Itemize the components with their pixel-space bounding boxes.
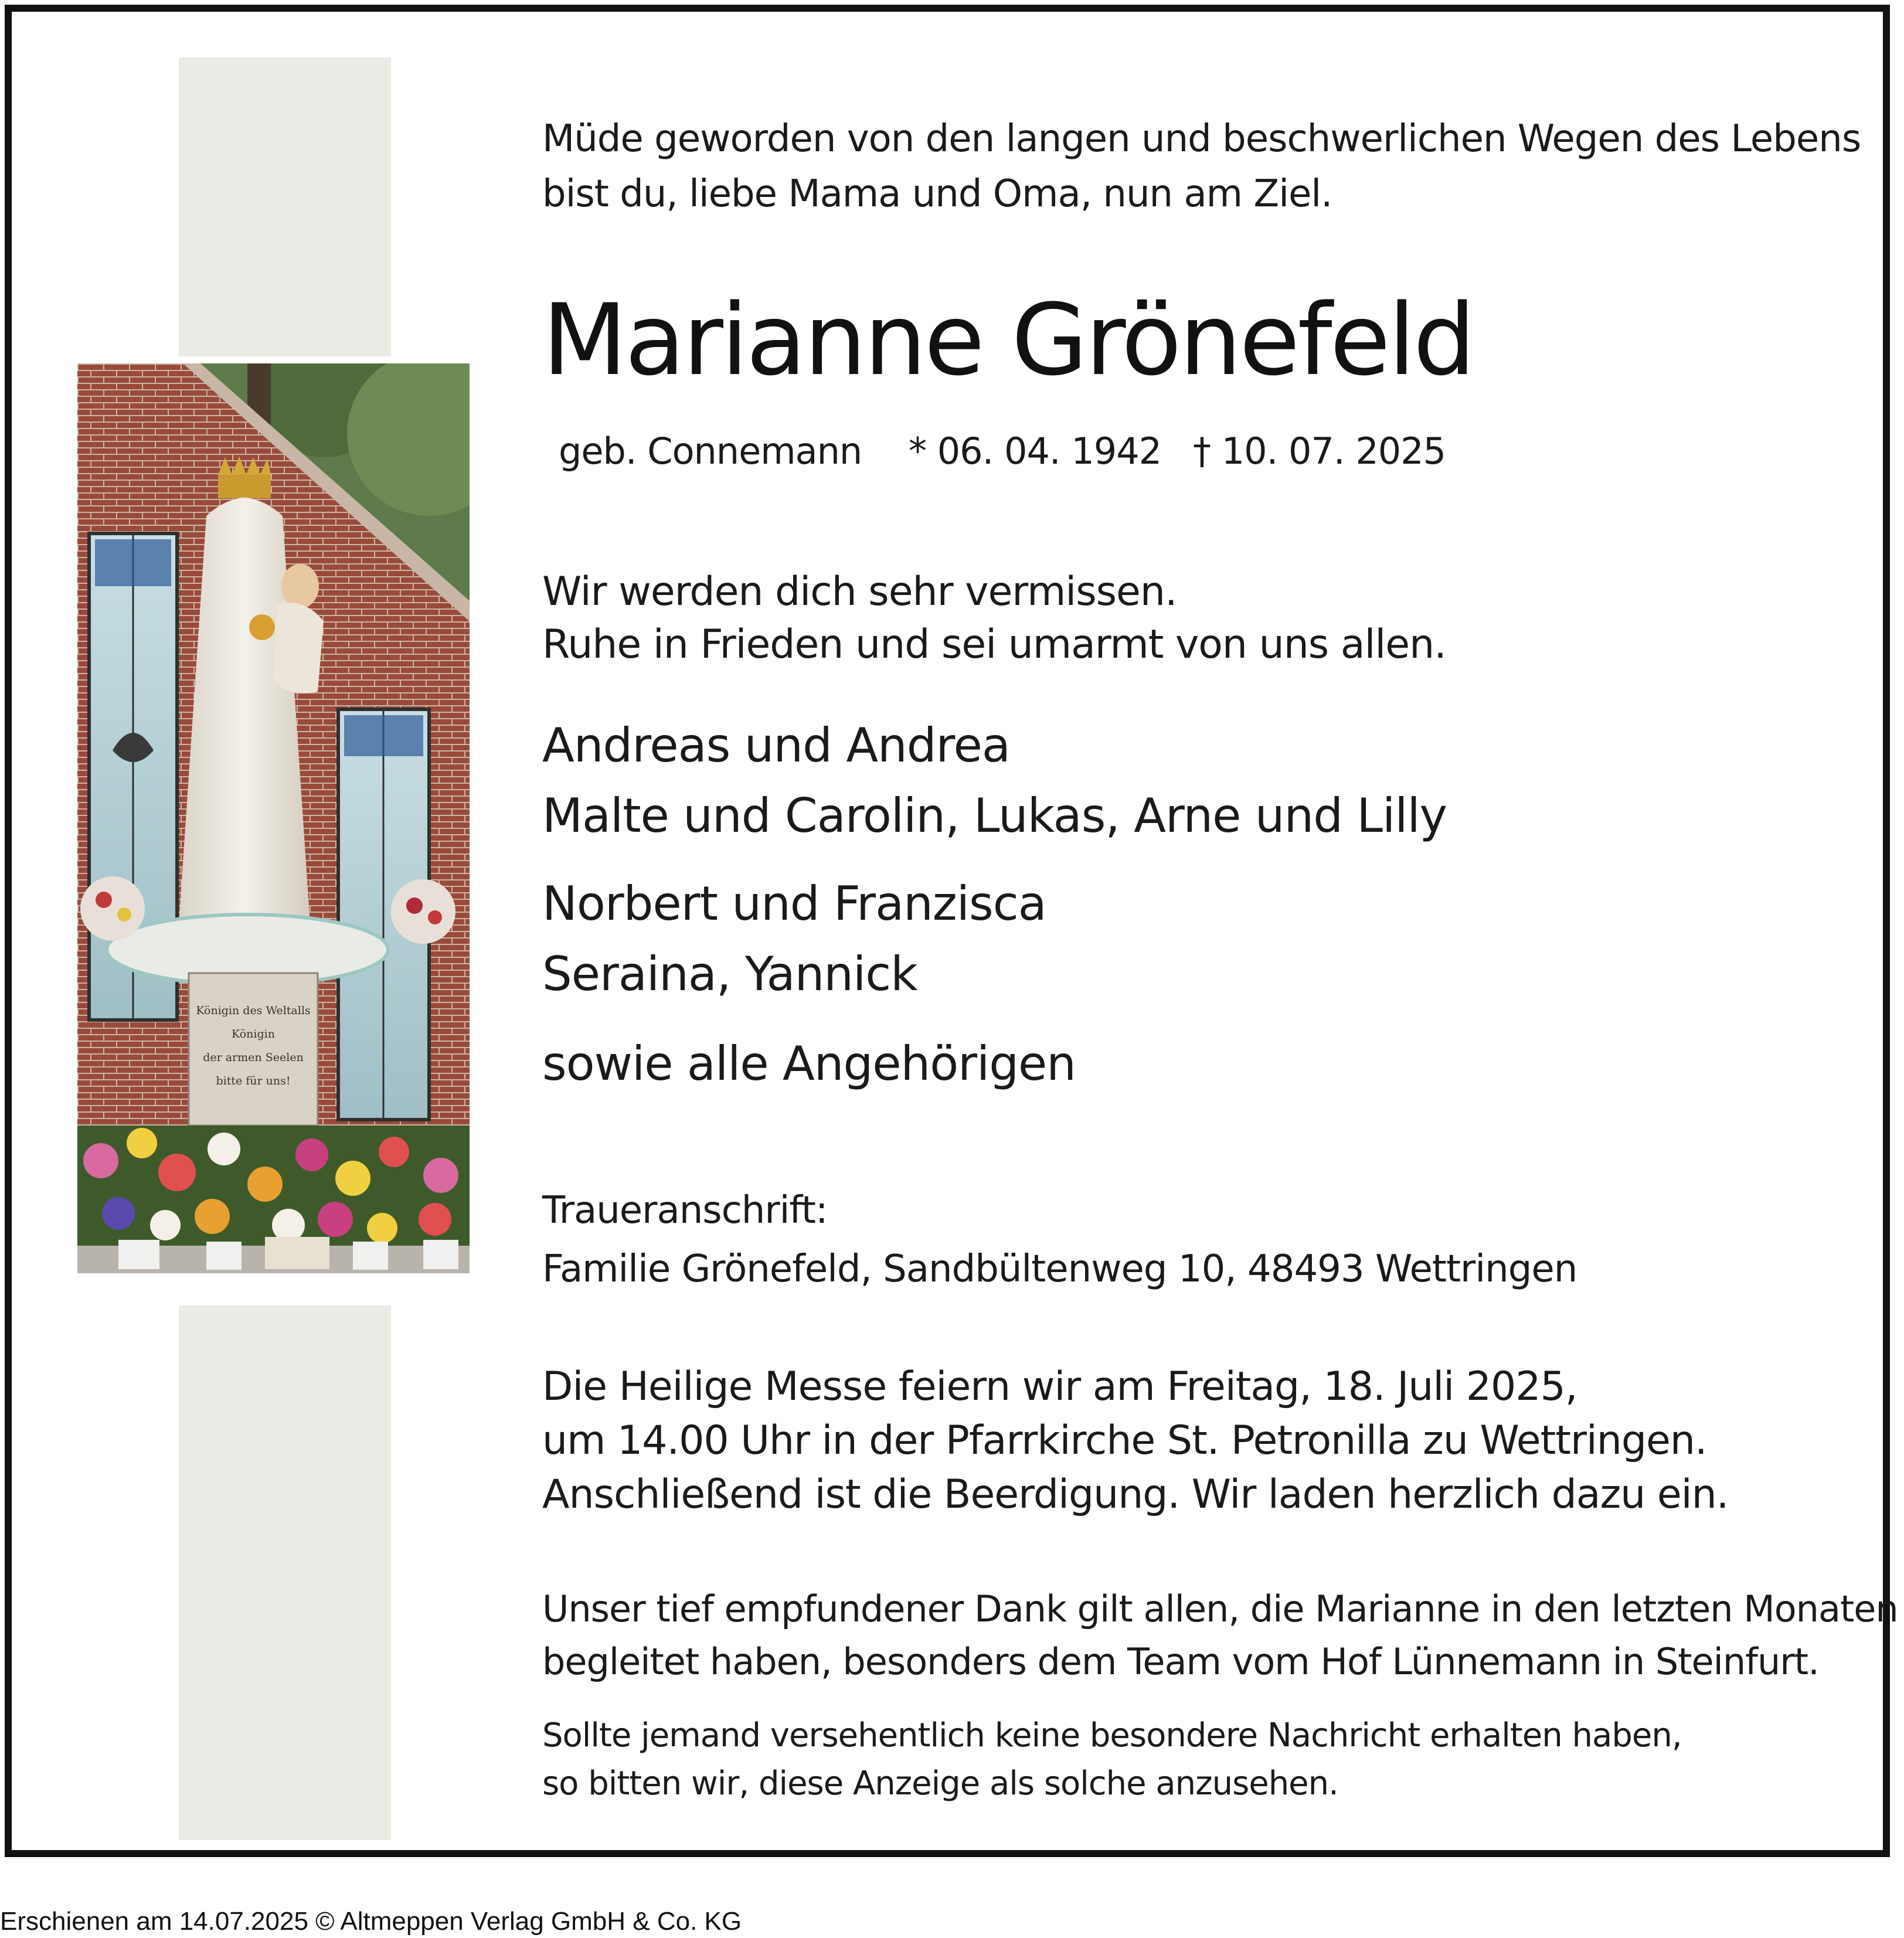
address-value: Familie Grönefeld, Sandbültenweg 10, 48493 Wettringen: [542, 1247, 1577, 1291]
deceased-name: Marianne Grönefeld: [542, 283, 1474, 397]
madonna-shrine-photo: [77, 363, 470, 1273]
note-line-1: Sollte jemand versehentlich keine besondere Nachricht erhalten haben,: [542, 1716, 1682, 1755]
intro-line-1: Müde geworden von den langen und beschwerlichen Wegen des Lebens: [542, 117, 1861, 161]
cross-lower-bar: [179, 1305, 391, 1840]
address-label: Traueranschrift:: [542, 1189, 828, 1232]
family-group-1-line-1: Andreas und Andrea: [542, 718, 1010, 773]
mass-line-2: um 14.00 Uhr in der Pfarrkirche St. Petronilla zu Wettringen.: [542, 1417, 1707, 1464]
funeral-mass-info: [542, 1360, 1728, 1522]
farewell-line-1: Wir werden dich sehr vermissen.: [542, 569, 1177, 615]
intro-line-2: bist du, liebe Mama und Oma, nun am Ziel.: [542, 172, 1332, 216]
publication-footer: Erschienen am 14.07.2025 © Altmeppen Verlag GmbH & Co. KG: [0, 1907, 742, 1936]
mass-line-3: Anschließend ist die Beerdigung. Wir laden herzlich dazu ein.: [542, 1471, 1729, 1518]
family-group-1: [542, 710, 1447, 851]
intro-verse: [542, 111, 1861, 222]
family-group-1-line-2: Malte und Carolin, Lukas, Arne und Lilly: [542, 788, 1447, 843]
family-group-2-line-2: Seraina, Yannick: [542, 947, 917, 1001]
family-group-2: [542, 869, 1046, 1009]
farewell-line-2: Ruhe in Frieden und sei umarmt von uns allen.: [542, 621, 1446, 668]
note-line-2: so bitten wir, diese Anzeige als solche anzusehen.: [542, 1764, 1338, 1803]
mass-line-1: Die Heilige Messe feiern wir am Freitag, 18. Juli 2025,: [542, 1364, 1577, 1410]
plaque-line-3: der armen Seelen: [203, 1051, 304, 1064]
plaque-line-4: bitte für uns!: [216, 1075, 291, 1087]
notice-note: [542, 1712, 1682, 1808]
plaque-line-2: Königin: [232, 1028, 275, 1041]
maiden-name: geb. Connemann: [559, 430, 862, 472]
death-date: † 10. 07. 2025: [1193, 430, 1446, 472]
plaque-line-1: Königin des Weltalls: [196, 1004, 311, 1017]
mourning-address: [542, 1181, 1577, 1298]
thanks-line-2: begleitet haben, besonders dem Team vom Hof Lünnemann in Steinfurt.: [542, 1640, 1819, 1683]
thanks-line-1: Unser tief empfundener Dank gilt allen, die Marianne in den letzten Monaten: [542, 1587, 1898, 1630]
cross-upper-bar: [179, 57, 391, 356]
birth-date: * 06. 04. 1942: [909, 430, 1162, 472]
thanks-text: [542, 1583, 1898, 1688]
farewell-text: [542, 566, 1446, 671]
family-group-2-line-1: Norbert und Franzisca: [542, 876, 1046, 931]
family-others: sowie alle Angehörigen: [542, 1036, 1076, 1091]
